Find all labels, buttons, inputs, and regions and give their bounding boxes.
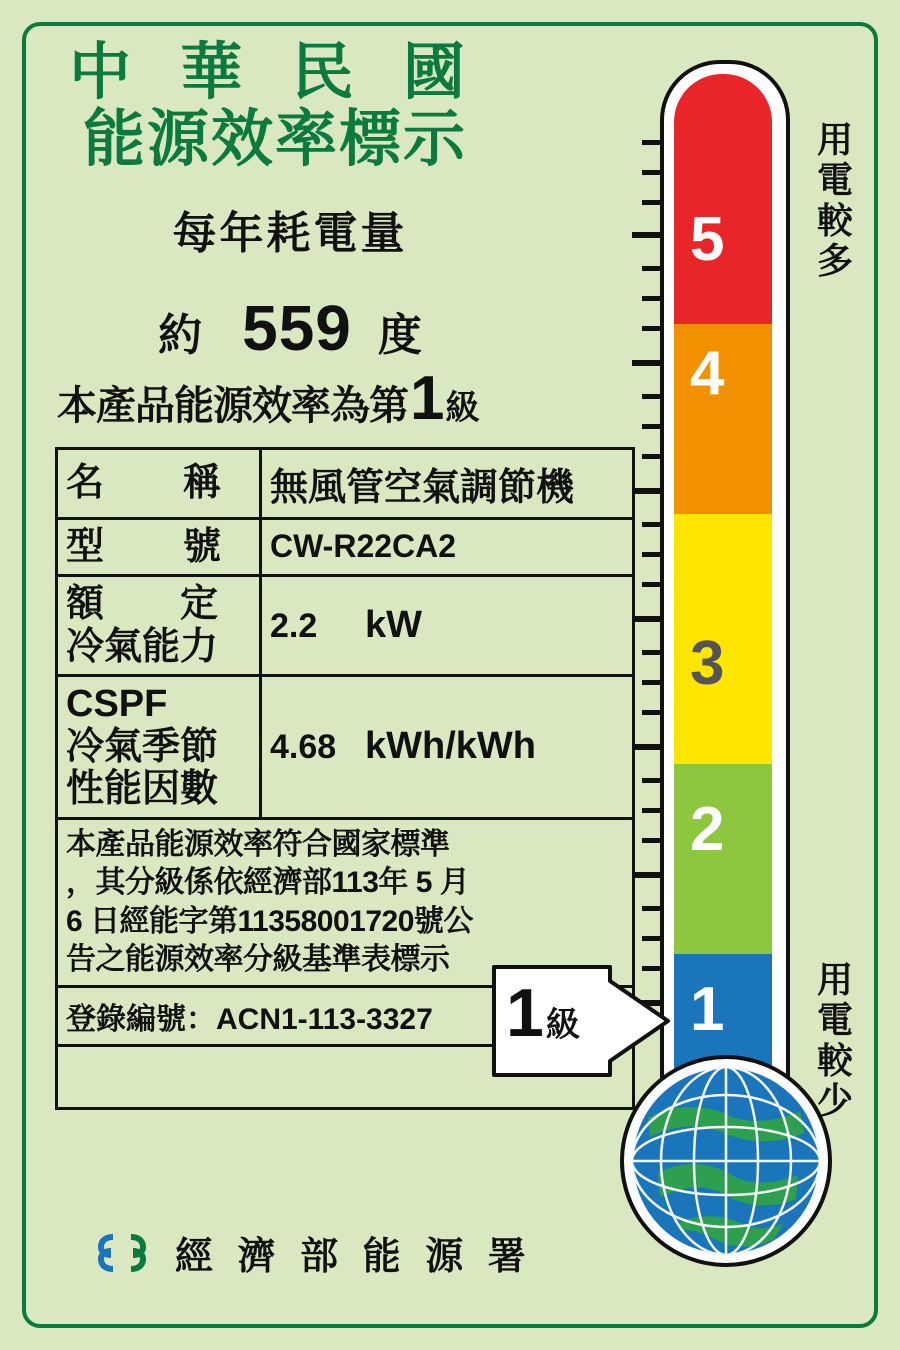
scale-label-low-char1: 用 — [816, 959, 853, 1000]
consumption-approx-label: 約 — [158, 310, 203, 360]
row-label-name-char1: 名 — [66, 461, 105, 504]
scale-level-3-number: 3 — [690, 629, 725, 698]
scale-label-high-char4: 多 — [816, 239, 853, 281]
grade-callout-text — [506, 975, 580, 1051]
cspf-number: 4.68 — [270, 728, 337, 767]
globe-icon — [620, 1055, 832, 1267]
page-title-line2: 能源效率標示 — [82, 105, 467, 175]
grade-callout — [492, 965, 672, 1077]
row-label-model-char1: 型 — [66, 525, 105, 568]
row-label-cspf-line2: 冷氣季節 — [66, 725, 219, 768]
grade-callout-number: 1 — [506, 975, 544, 1051]
energy-bureau-logo-icon — [95, 1230, 157, 1276]
table-row — [57, 518, 634, 576]
table-row — [57, 576, 634, 676]
row-label-rated-capacity-line1: 額 定 — [66, 583, 219, 626]
row-value-rated-capacity — [261, 576, 634, 676]
efficiency-scale — [660, 60, 790, 1090]
table-row — [57, 676, 634, 819]
footer — [95, 1225, 533, 1280]
grade-sentence-prefix: 本產品能源效率為第 — [57, 383, 408, 428]
table-row — [57, 818, 634, 987]
row-label-model — [57, 518, 261, 576]
left-column — [55, 40, 655, 1110]
annual-consumption-value-row — [65, 291, 515, 365]
scale-level-2-number: 2 — [690, 795, 725, 864]
registration-label: 登錄編號： — [66, 1003, 216, 1037]
row-label-name-char2: 稱 — [182, 461, 221, 504]
standard-note-line3: 6 日經能字第11358001720號公 — [66, 904, 473, 938]
scale-level-1-number: 1 — [690, 975, 725, 1044]
cspf-unit: kWh/kWh — [365, 725, 536, 768]
scale-label-high-char1: 用 — [816, 119, 853, 160]
page-title-line1: 中 華 民 國 — [69, 38, 481, 107]
scale-label-high-char3: 較 — [816, 199, 853, 241]
consumption-unit: 度 — [377, 310, 422, 360]
grade-callout-unit: 級 — [545, 1006, 580, 1044]
row-label-cspf — [57, 676, 261, 819]
row-label-rated-capacity — [57, 576, 261, 676]
scale-level-5-number: 5 — [690, 205, 725, 274]
standard-note-line2: ，其分級係依經濟部113年 5 月 — [66, 866, 470, 900]
scale-label-low-usage — [812, 960, 858, 1121]
row-label-cspf-line3: 性能因數 — [66, 768, 219, 811]
scale-label-high-char2: 電 — [816, 159, 853, 201]
standard-note-line1: 本產品能源效率符合國家標準 — [66, 827, 450, 861]
row-label-cspf-line1: CSPF — [66, 683, 168, 726]
registration-value: ACN1-113-3327 — [216, 1003, 433, 1037]
row-label-rated-capacity-line2: 冷氣能力 — [66, 625, 219, 668]
grade-sentence-number: 1 — [410, 363, 444, 433]
rated-capacity-number: 2.2 — [270, 607, 318, 646]
agency-name: 經 濟 部 能 源 署 — [175, 1236, 533, 1278]
standard-note — [57, 818, 634, 987]
scale-label-low-char3: 較 — [816, 1039, 853, 1081]
rated-capacity-unit: kW — [365, 604, 422, 647]
scale-label-low-char2: 電 — [816, 999, 853, 1041]
table-row — [57, 448, 634, 518]
annual-consumption-heading: 每年耗電量 — [172, 208, 408, 258]
row-label-model-char2: 號 — [182, 525, 221, 568]
grade-sentence-suffix: 級 — [445, 388, 479, 427]
row-value-name: 無風管空氣調節機 — [261, 448, 634, 518]
scale-ticks — [660, 60, 790, 1090]
row-label-name — [57, 448, 261, 518]
consumption-value: 559 — [242, 291, 352, 364]
scale-label-low-char4: 少 — [816, 1079, 853, 1121]
row-value-cspf — [261, 676, 634, 819]
grade-sentence — [55, 363, 655, 433]
standard-note-line4: 告之能源效率分級基準表標示 — [66, 942, 450, 976]
scale-label-high-usage — [812, 120, 858, 281]
row-value-model: CW-R22CA2 — [261, 518, 634, 576]
scale-level-4-number: 4 — [690, 339, 725, 408]
